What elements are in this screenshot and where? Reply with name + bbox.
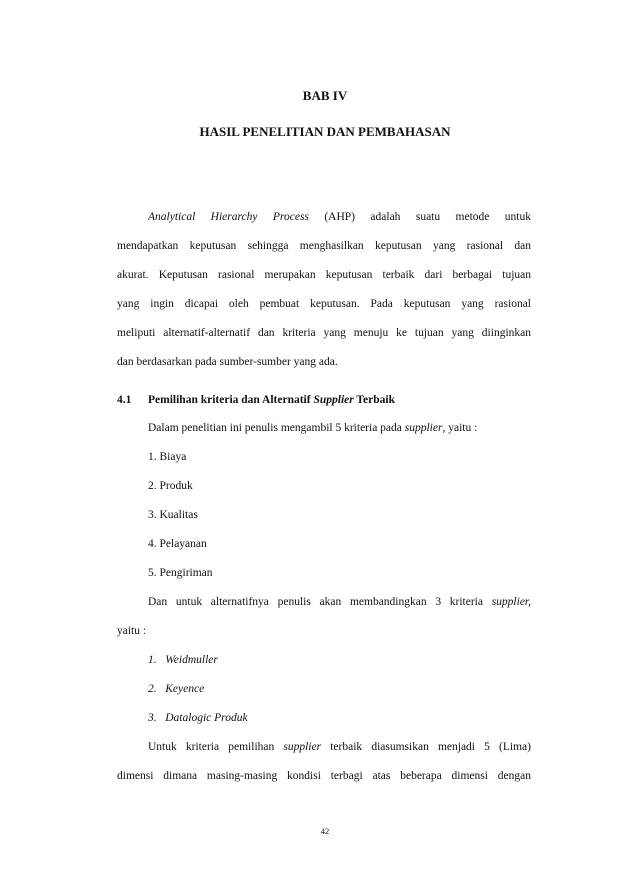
section-number: 4.1 (117, 394, 132, 406)
criteria-item: 2. Produk (148, 480, 193, 492)
intro-line-1 (148, 210, 531, 224)
intro-line-1-rest: (AHP) adalah suatu metode untuk (308, 211, 531, 223)
criteria-item: 5. Pengiriman (148, 567, 213, 579)
criteria-intro-em: supplier (404, 422, 443, 434)
alt-intro-line-2: yaitu : (117, 625, 147, 637)
intro-line-2: mendapatkan keputusan sehingga menghasilkan keputusan yang rasional dan (117, 240, 531, 252)
ahp-term: Analytical Hierarchy Process (148, 211, 309, 223)
alternative-num: 3. (148, 712, 157, 724)
closing-line-1-em: supplier (283, 741, 322, 753)
alternative-item (148, 711, 248, 725)
page-number: 42 (320, 826, 330, 836)
intro-line-6: dan berdasarkan pada sumber-sumber yang ada. (117, 356, 338, 368)
criteria-intro (148, 421, 477, 435)
intro-line-4: yang ingin dicapai oleh pembuat keputusan. Pada keputusan yang rasional (117, 298, 531, 310)
criteria-intro-text: Dalam penelitian ini penulis mengambil 5 kriteria pada (148, 422, 405, 434)
section-title-a: Pemilihan kriteria dan Alternatif (148, 394, 314, 406)
alternative-name: Keyence (165, 683, 205, 695)
chapter-title: HASIL PENELITIAN DAN PEMBAHASAN (199, 124, 451, 139)
closing-line-1 (148, 740, 531, 754)
section-title-b: Terbaik (353, 394, 395, 406)
section-heading (117, 393, 395, 407)
alternative-num: 2. (148, 683, 157, 695)
intro-line-5: meliputi alternatif-alternatif dan kriteria yang menuju ke tujuan yang diinginkan (117, 327, 531, 339)
chapter-number: BAB IV (302, 88, 348, 103)
criteria-item: 4. Pelayanan (148, 538, 207, 550)
alt-intro-line-1 (148, 595, 531, 609)
alt-intro-em: supplier, (491, 596, 531, 608)
criteria-item: 1. Biaya (148, 451, 187, 463)
alternative-name: Datalogic Produk (165, 712, 248, 724)
closing-line-2: dimensi dimana masing-masing kondisi terbagi atas beberapa dimensi dengan (117, 770, 531, 782)
criteria-item: 3. Kualitas (148, 509, 198, 521)
alternative-name: Weidmuller (165, 654, 218, 666)
alt-intro-text: Dan untuk alternatifnya penulis akan membandingkan 3 kriteria (148, 596, 492, 608)
alternative-num: 1. (148, 654, 157, 666)
intro-line-3: akurat. Keputusan rasional merupakan keputusan terbaik dari berbagai tujuan (117, 269, 531, 281)
section-title-em: Supplier (313, 394, 354, 406)
alternative-item (148, 682, 204, 696)
criteria-intro-tail: , yaitu : (442, 422, 478, 434)
alternative-item (148, 653, 218, 667)
closing-line-1-b: terbaik diasumsikan menjadi 5 (Lima) (321, 741, 531, 753)
closing-line-1-a: Untuk kriteria pemilihan (148, 741, 284, 753)
